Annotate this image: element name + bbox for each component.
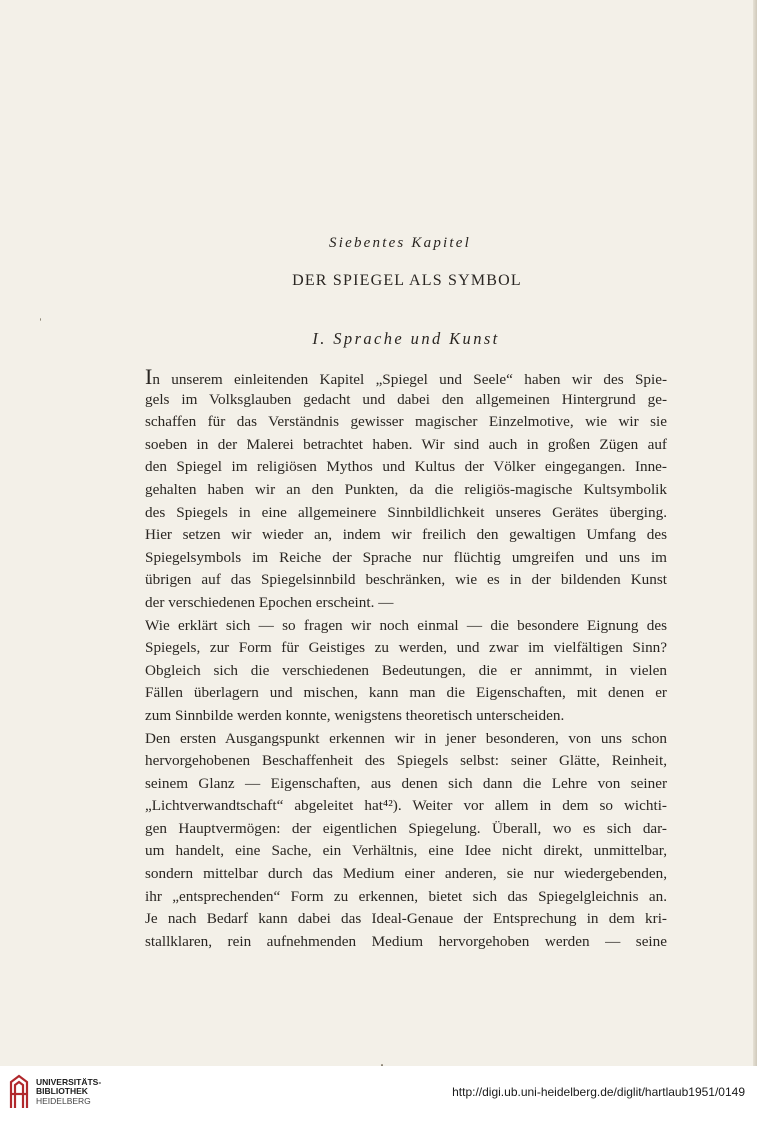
body-text-line: ihr „entsprechenden“ Form zu erkennen, bietet sich das Spiegelgleichnis an. [145,887,667,905]
library-logo-icon [8,1074,30,1110]
body-text-line: seinem Glanz — Eigenschaften, aus denen sich dann die Lehre von seiner [145,774,667,792]
paper-speck [40,318,41,321]
body-text-line: des Spiegels in eine allgemeinere Sinnbildlichkeit unseres Gerätes überging. [145,503,667,521]
body-text-line: soeben in der Malerei betrachtet haben. Wir sind auch in großen Zügen auf [145,435,667,453]
body-text-line: Spiegels, zur Form für Geistiges zu werden, und zwar im vielfältigen Sinn? [145,639,667,657]
logo-line-2: BIBLIOTHEK [36,1086,88,1097]
body-text-line: Je nach Bedarf kann dabei das Ideal-Genaue der Entsprechung in dem kri- [145,910,667,928]
chapter-title: DER SPIEGEL ALS SYMBOL [292,272,522,289]
body-text-line: zum Sinnbilde werden konnte, wenigstens theoretisch unterscheiden. [145,706,565,724]
logo-line-3: HEIDELBERG [36,1095,91,1106]
library-logo-text [36,1078,101,1106]
body-text-line: schaffen für das Verständnis gewisser magischer Einzelmotive, wie wir sie [145,413,667,431]
body-text-line: Hier setzen wir wieder an, indem wir freilich den gewaltigen Umfang des [145,526,667,544]
page-edge-shadow [753,0,757,1066]
footer-url-link[interactable]: http://digi.ub.uni-heidelberg.de/diglit/hartlaub1951/0149 [452,1085,745,1099]
body-text-line: Fällen überlagern und mischen, kann man die Eigenschaften, mit denen er [145,684,667,702]
section-heading: I. Sprache und Kunst [312,329,500,348]
library-logo[interactable] [8,1074,101,1110]
body-text-line: gels im Volksglauben gedacht und dabei den allgemeinen Hintergrund ge- [145,390,667,408]
chapter-label: Siebentes Kapitel [329,235,471,251]
body-text-line: Den ersten Ausgangspunkt erkennen wir in jener besonderen, von uns schon [145,729,667,747]
body-text-line: Wie erklärt sich — so fragen wir noch einmal — die besondere Eignung des [145,616,667,634]
body-text-line: n unserem einleitenden Kapitel „Spiegel und Seele“ haben wir des Spie- [152,371,667,388]
body-text-line: den Spiegel im religiösen Mythos und Kultus der Völker eingegangen. Inne- [145,458,667,476]
body-text-line: stallklaren, rein aufnehmenden Medium hervorgehoben werden — seine [145,932,667,950]
body-text-line: „Lichtverwandtschaft“ abgeleitet hat⁴²). Weiter vor allem in dem so wichti- [145,797,667,815]
logo-line-1: UNIVERSITÄTS- [36,1076,102,1087]
body-text-line: übrigen auf das Spiegelsinnbild beschränken, wie es in der bildenden Kunst [145,571,667,589]
drop-cap: I [145,364,153,389]
body-text-line: um handelt, eine Sache, ein Verhältnis, eine Idee nicht direkt, unmittelbar, [145,842,667,860]
body-text-line: sondern mittelbar durch das Medium einer anderen, sie nur wiedergebenden, [145,865,667,883]
first-line [145,366,667,389]
body-text [145,366,667,953]
body-text-line: der verschiedenen Epochen erscheint. — [145,593,394,611]
body-text-line: gen Hauptvermögen: der eigentlichen Spiegelung. Überall, wo es sich dar- [145,819,667,837]
body-text-line: Obgleich sich die verschiedenen Bedeutungen, die er annimmt, in vielen [145,661,667,679]
body-text-line: gehalten haben wir an den Punkten, da die religiös-magische Kultsymbolik [145,480,667,498]
body-text-line: Spiegelsymbols im Reiche der Sprache nur flüchtig umgreifen und uns im [145,548,667,566]
body-text-line: hervorgehobenen Beschaffenheit des Spiegels selbst: seiner Glätte, Reinheit, [145,752,667,770]
